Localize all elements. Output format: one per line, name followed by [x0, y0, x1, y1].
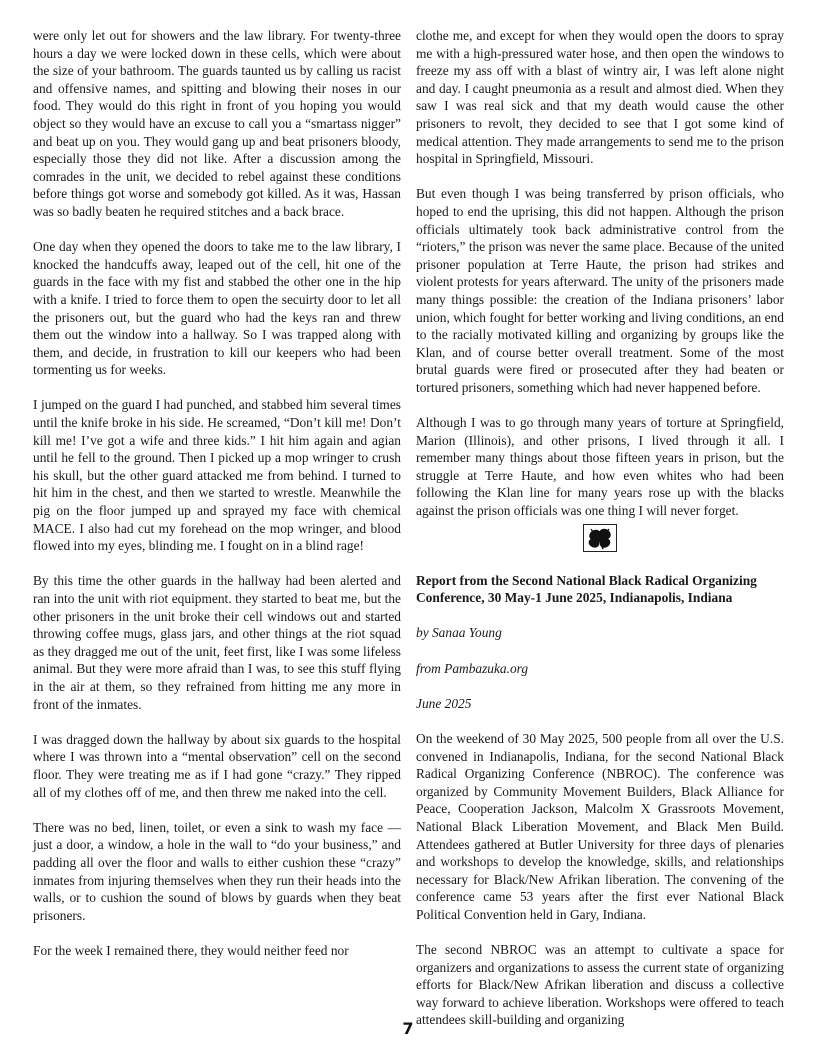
right-paragraph: But even though I was being transferred by prison officials, who hoped to end the uprising, this did not happen. Although the prison officials ultimately took back administrative control from the “rioters,” the prison was never the same place. Because of the united prisoner population at Terre Haute, the prison had strikes and violent protests for years afterward. The unity of the prisoners made many things possible: the creation of the Indiana prisoners’ labor union, which fought for better working and living conditions, an end to the racially motivated killing and organizing by groups like the Klan, and of course better overall treatment. Some of the most brutal guards were fired or prosecuted after they had beaten or tortured prisoners, something which had never happened before.	[416, 186, 784, 395]
left-paragraph: For the week I remained there, they would neither feed nor	[33, 942, 349, 958]
page-number: 7	[402, 1019, 414, 1038]
right-paragraph: Although I was to go through many years of torture at Springfield, Marion (Illinois), and other prisons, I lived through it all. I remember many things about those fifteen years in prison, but the struggle at Terre Haute, and how even whites who had been following the Klan line for many years rose up with the blacks against the prison officials was one thing I will never forget.	[416, 415, 784, 519]
left-paragraph: I was dragged down the hallway by about six guards to the hospital where I was thrown into a “mental observation” cell on the second floor. They were treating me as if I had gone “crazy.” They ripped all of my clothes off of me, and then threw me naked into the cell.	[33, 731, 401, 800]
left-paragraph: were only let out for showers and the law library. For twenty-three hours a day we were locked down in these cells, which were about the size of your bathroom. The guards taunted us by calling us racist and offensive names, and spitting and blowing their noses in our food. They would do this right in front of you hoping you would object so they would have an excuse to call you a “smartass nigger” and beat up on you. They would gang up and beat prisoners bloody, especially those they did not like. After a discussion among the comrades in the unit, we decided to rebel against these conditions before things got worse and somebody got killed. As it was, Hassan was so badly beaten he required stitches and a back brace.	[33, 28, 401, 219]
right-paragraph: clothe me, and except for when they would open the doors to spray me with a high-pressured water hose, and then open the windows to freeze my ass off with a blast of wintry air, I was left alone night and day. I caught pneumonia as a result and almost died. When they saw I was real sick and that my death would cause the other prisoners to revolt, they decided to see that I got some kind of medical attention. They made arrangements to send me to the prison hospital in Springfield, Missouri.	[416, 28, 784, 167]
article-paragraph: On the weekend of 30 May 2025, 500 people from all over the U.S. convened in Indianapolis, Indiana, for the second National Black Radical Organizing Conference (NBROC). The conference was organized by Community Movement Builders, Black Alliance for Peace, Cooperation Jackson, Malcolm X Grassroots Movement, National Black Liberation Movement, and Black Men Build. Attendees gathered at Butler University for three days of plenaries and workshops to develop the knowledge, skills, and relationships necessary for Black/New Afrikan liberation. The convening of the conference came 53 years after the first ever National Black Political Convention held in Gary, Indiana.	[416, 730, 784, 922]
left-paragraph: One day when they opened the doors to take me to the law library, I knocked the handcuffs away, leaped out of the cell, hit one of the guards in the face with my fist and stabbed the other one in the hip with a knife. I tried to force them to open the secuirty door to let all the prisoners out, but the guard who had the keys ran and threw them out the window into a hallway. So I was trapped along with them, and decide, in frustration to kill our keepers who had been tormenting us for weeks.	[33, 239, 401, 378]
left-paragraph: I jumped on the guard I had punched, and stabbed him several times until the knife broke in his side. He screamed, “Don’t kill me! Don’t kill me! I’ve got a wife and three kids.” I hit him again and agian until he fell to the ground. Then I picked up a mop wringer to crush his skull, but the other guard attacked me from behind. I turned to hit him in the chest, and then we started to wrestle. Meanwhile the pig on the floor jumped up and sprayed my face with chemical MACE. I also had cut my forehead on the mop wringer, and blood flowed into my eyes, blinding me. I fought on in a blind rage!	[33, 397, 401, 554]
article-title: Report from the Second National Black Radical Organizing Conference, 30 May-1 June 2025, Indianapolis, Indiana	[416, 572, 757, 606]
article-source: from Pambazuka.org	[416, 660, 529, 676]
fist-clover-ornament-icon	[583, 524, 617, 552]
article-author: by Sanaa Young	[416, 625, 502, 641]
right-column	[416, 27, 784, 1029]
article-paragraph: The second NBROC was an attempt to cultivate a space for organizers and organizations to assess the current state of organizing efforts for Black/New Afrikan liberation and discuss a collective way forward to achieve liberation. Workshops were offered to teach attendees skill-building and organizing	[416, 942, 784, 1028]
article-date: June 2025	[416, 695, 472, 711]
left-column	[33, 27, 401, 959]
left-paragraph: There was no bed, linen, toilet, or even a sink to wash my face — just a door, a window, a hole in the wall to “do your business,” and padding all over the floor and walls to either cushion these “crazy” inmates from injuring themselves when they run their heads into the walls, or to cushion the sound of blows by guards when they beat prisoners.	[33, 819, 401, 923]
left-paragraph: By this time the other guards in the hallway had been alerted and ran into the unit with riot equipment. they started to beat me, but the other prisoners in the unit broke their cell windows out and started throwing coffee mugs, glass jars, and other things at the riot squad as they dragged me out of the unit, feet first, like I was some lifeless animal. But they were more afraid than I was, to see this stuff flying in the air at them, so they refrained from hitting me any more in front of the inmates.	[33, 573, 401, 712]
